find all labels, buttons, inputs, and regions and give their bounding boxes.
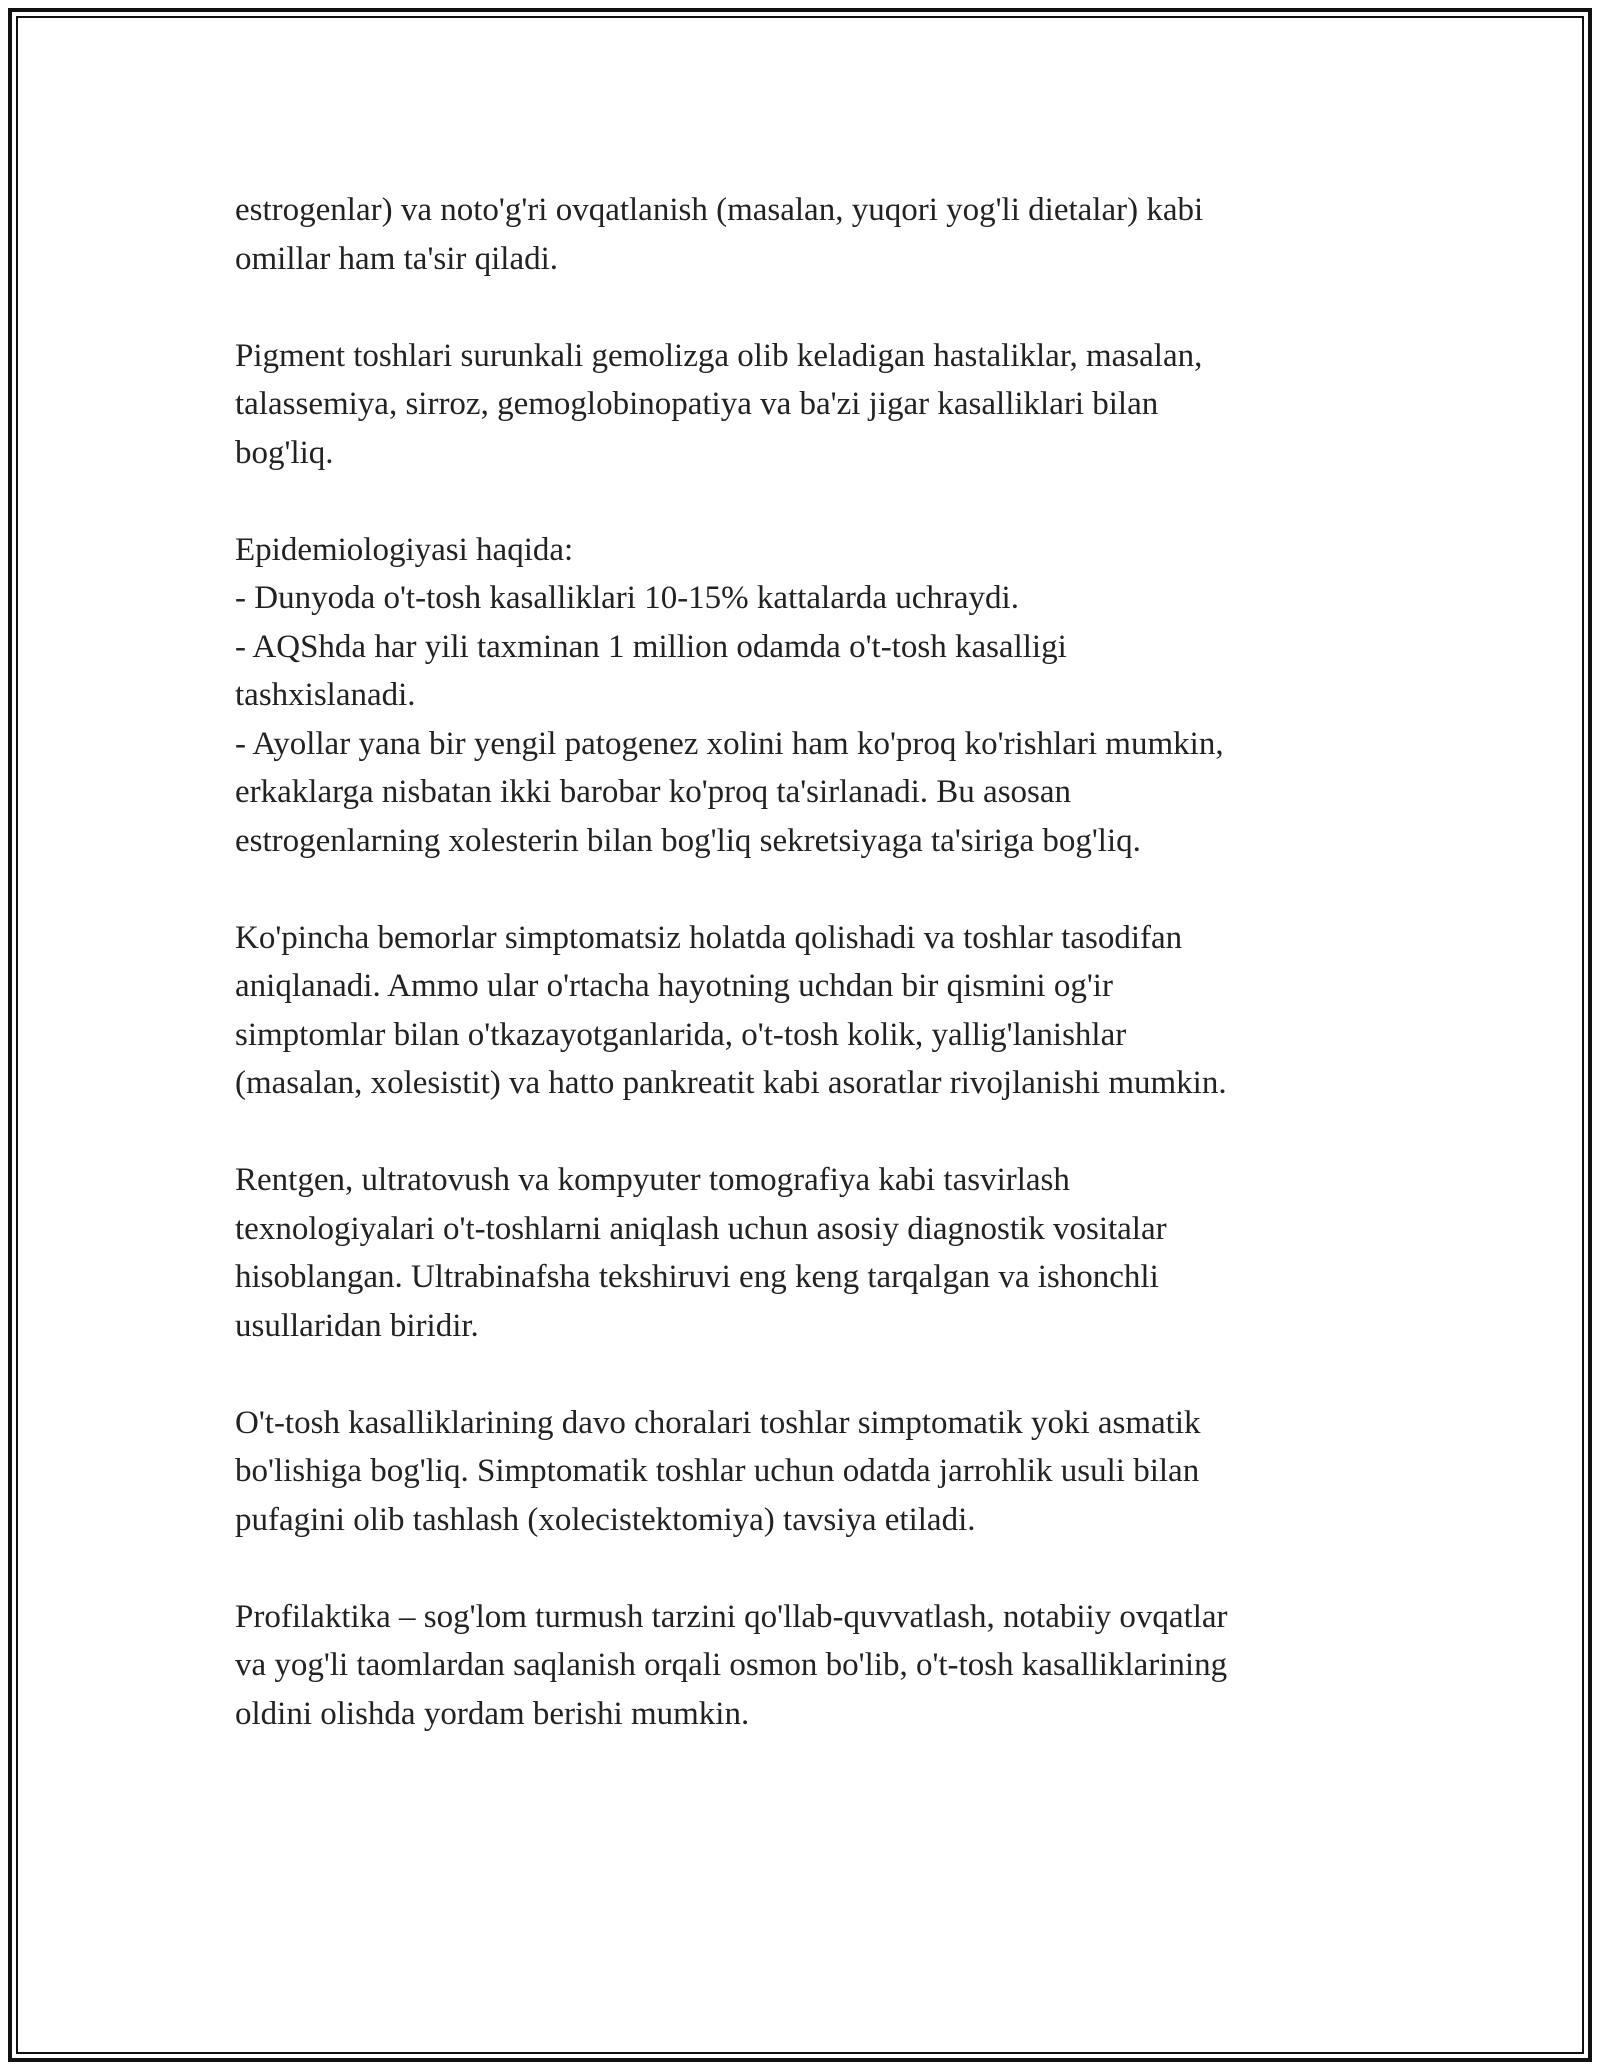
text-line: hisoblangan. Ultrabinafsha tekshiruvi eng keng tarqalgan va ishonchli [235,1259,1159,1295]
text-line: simptomlar bilan o'tkazayotganlarida, o't-tosh kolik, yallig'lanishlar [235,1016,1127,1053]
text-line: usullaridan biridir. [235,1307,479,1344]
text-line: va yog'li taomlardan saqlanish orqali osmon bo'lib, o't-tosh kasalliklarining [235,1647,1228,1683]
text-line: oldini olishda yordam berishi mumkin. [235,1695,750,1732]
text-line: bo'lishiga bog'liq. Simptomatik toshlar uchun odatda jarrohlik usuli bilan [235,1453,1200,1489]
text-line: bog'liq. [235,434,334,471]
paragraph-epidemiology [235,526,1355,866]
list-item-continuation: erkaklarga nisbatan ikki barobar ko'proq ta'sirlanadi. Bu asosan [235,774,1072,810]
text-line: (masalan, xolesistit) va hatto pankreatit kabi asoratlar rivojlanishi mumkin. [235,1065,1227,1101]
paragraph-prevention [235,1593,1355,1739]
document-body [235,186,1355,1787]
paragraph-symptoms [235,914,1355,1108]
list-item: - Ayollar yana bir yengil patogenez xolini ham ko'proq ko'rishlari mumkin, [235,725,1224,762]
list-item-continuation: estrogenlarning xolesterin bilan bog'liq sekretsiyaga ta'siriga bog'liq. [235,822,1141,859]
text-line: omillar ham ta'sir qiladi. [235,240,559,277]
text-line: Profilaktika – sog'lom turmush tarzini qo'llab-quvvatlash, notabiiy ovqatlar [235,1598,1228,1635]
section-heading: Epidemiologiyasi haqida: [235,531,574,568]
text-line: texnologiyalari o't-toshlarni aniqlash uchun asosiy diagnostik vositalar [235,1210,1167,1247]
text-line: aniqlanadi. Ammo ular o'rtacha hayotning uchdan bir qismini og'ir [235,968,1113,1004]
list-item: - AQShda har yili taxminan 1 million odamda o't-tosh kasalligi [235,628,1067,665]
text-line: estrogenlar) va noto'g'ri ovqatlanish (masalan, yuqori yog'li dietalar) kabi [235,192,1204,228]
text-line: Rentgen, ultratovush va kompyuter tomografiya kabi tasvirlash [235,1162,1070,1198]
list-item: - Dunyoda o't-tosh kasalliklari 10-15% kattalarda uchraydi. [235,580,1019,616]
text-line: pufagini olib tashlash (xolecistektomiya) tavsiya etiladi. [235,1501,976,1538]
paragraph-continuation [235,186,1355,283]
paragraph-treatment [235,1399,1355,1545]
paragraph-diagnostics [235,1156,1355,1350]
paragraph-pigment-stones [235,332,1355,478]
text-line: talassemiya, sirroz, gemoglobinopatiya va ba'zi jigar kasalliklari bilan [235,386,1159,422]
text-line: Ko'pincha bemorlar simptomatsiz holatda qolishadi va toshlar tasodifan [235,919,1183,956]
text-line: Pigment toshlari surunkali gemolizga olib keladigan hastaliklar, masalan, [235,337,1203,374]
list-item-continuation: tashxislanadi. [235,677,416,713]
text-line: O't-tosh kasalliklarining davo choralari toshlar simptomatik yoki asmatik [235,1404,1201,1441]
